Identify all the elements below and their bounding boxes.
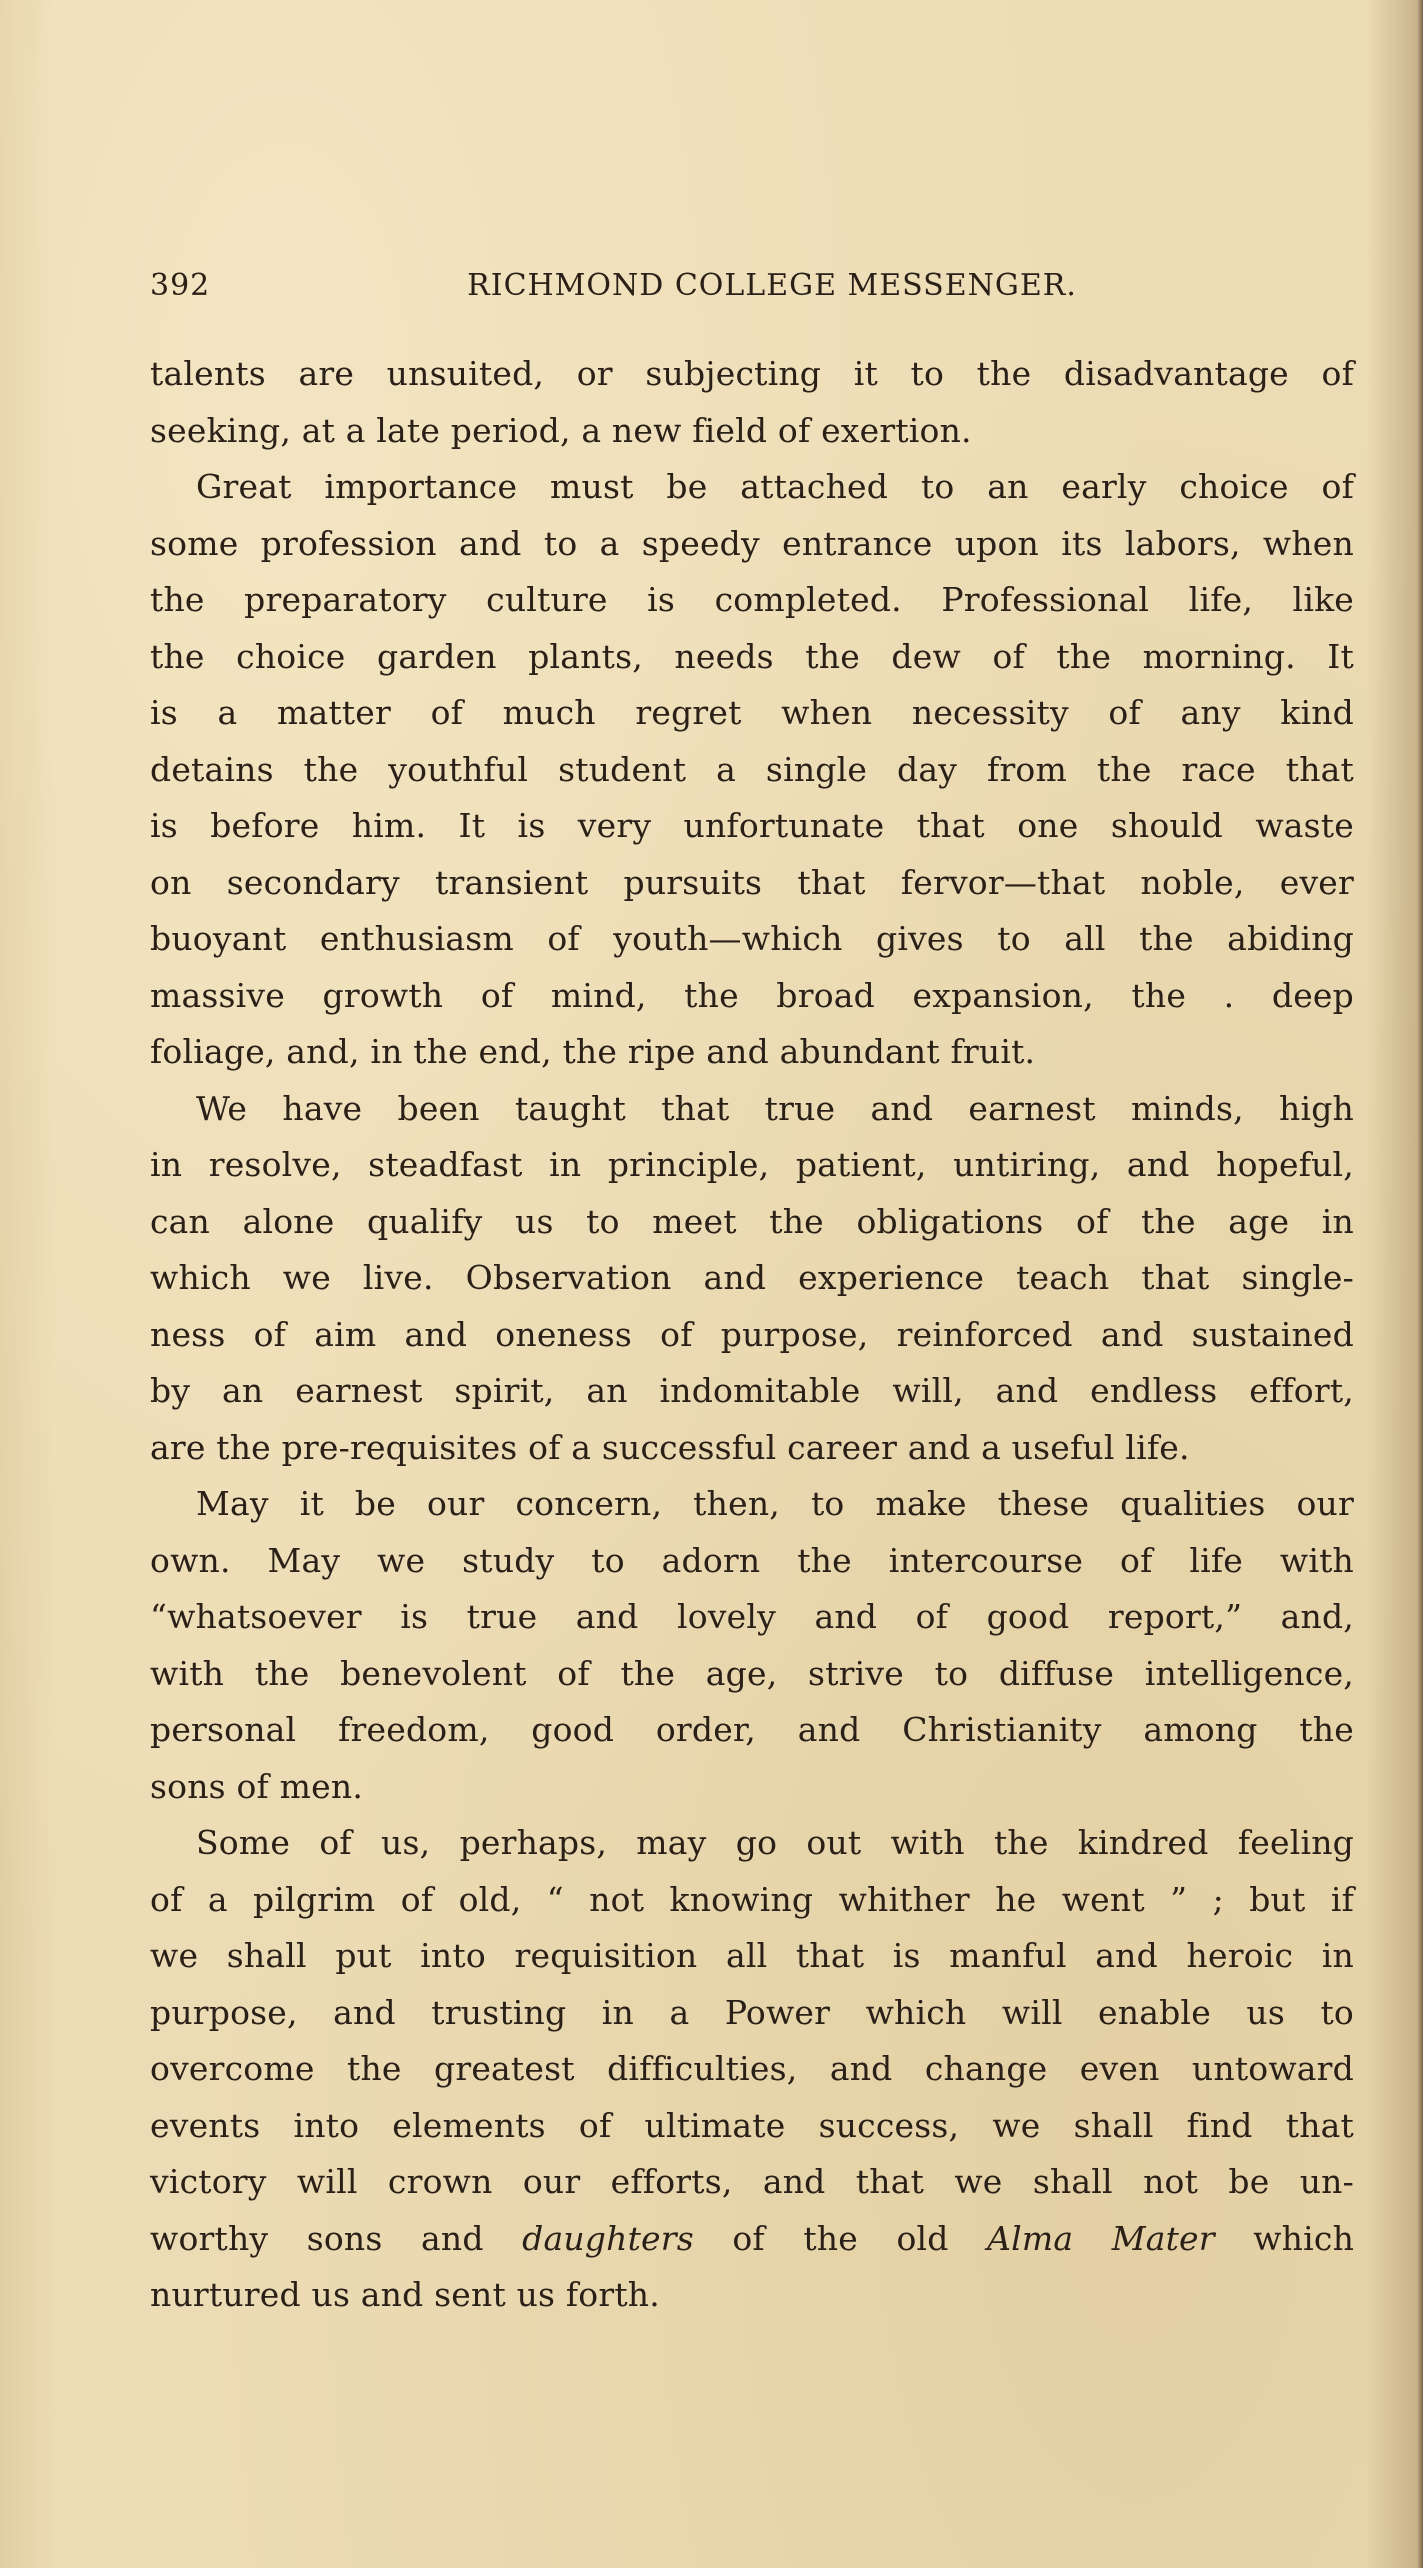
text-line: own. May we study to adorn the intercourse of life with [150,1540,1354,1580]
text-line: seeking, at a late period, a new field of exertion. [150,410,972,450]
text-segment: worthy sons and [150,2218,523,2258]
text-line: foliage, and, in the end, the ripe and abundant fruit. [150,1032,1036,1071]
text-line: which we live. Observation and experience teach that single- [150,1258,1354,1297]
paragraph [150,459,1354,1081]
text-line: can alone qualify us to meet the obligations of the age in [150,1201,1354,1241]
text-segment: of the old [693,2218,988,2258]
paragraph [150,346,1354,459]
italic-text: Alma Mater [987,2218,1215,2258]
text-line: nurtured us and sent us forth. [150,2275,660,2314]
text-line: in resolve, steadfast in principle, patient, untiring, and hopeful, [150,1145,1354,1184]
page-edge-shadow [1417,0,1423,2568]
running-title: RICHMOND COLLEGE MESSENGER. [467,268,1077,303]
text-line: We have been taught that true and earnest minds, high [196,1088,1354,1128]
page-number: 392 [150,268,211,303]
text-line: talents are unsuited, or subjecting it to the disadvantage of [150,354,1354,393]
text-line: the choice garden plants, needs the dew of the morning. It [150,636,1354,676]
text-line: massive growth of mind, the broad expansion, the . deep [150,975,1354,1015]
body-text [150,346,1354,2324]
paragraph [150,1815,1354,2324]
text-line: overcome the greatest difficulties, and change even untoward [150,2049,1354,2088]
text-line: May it be our concern, then, to make these qualities our [196,1484,1354,1523]
text-line: personal freedom, good order, and Christianity among the [150,1710,1354,1749]
text-line: detains the youthful student a single day from the race that [150,749,1354,789]
paragraph [150,1081,1354,1477]
text-line: Great importance must be attached to an early choice of [196,467,1354,506]
text-line: Some of us, perhaps, may go out with the kindred feeling [196,1823,1354,1862]
text-segment: which [1214,2218,1355,2258]
text-line: is a matter of much regret when necessity of any kind [150,693,1354,732]
text-line: sons of men. [150,1766,364,1806]
text-line: by an earnest spirit, an indomitable will, and endless effort, [150,1371,1354,1410]
book-page [150,268,1354,2324]
text-line: the preparatory culture is completed. Professional life, like [150,580,1354,619]
text-line: events into elements of ultimate success, we shall find that [150,2105,1354,2145]
text-line: victory will crown our efforts, and that we shall not be un- [150,2162,1354,2201]
text-line: buoyant enthusiasm of youth—which gives to all the abiding [150,919,1354,958]
text-line: with the benevolent of the age, strive to diffuse intelligence, [150,1653,1354,1693]
text-line: are the pre-requisites of a successful career and a useful life. [150,1427,1190,1467]
text-line: “whatsoever is true and lovely and of good report,” and, [150,1597,1354,1636]
italic-text: daughters [522,2218,694,2258]
text-line: on secondary transient pursuits that fervor—that noble, ever [150,862,1354,902]
text-line: we shall put into requisition all that is manful and heroic in [150,1936,1354,1975]
text-line: purpose, and trusting in a Power which will enable us to [150,1992,1354,2032]
paragraph [150,1476,1354,1815]
text-line: is before him. It is very unfortunate that one should waste [150,806,1354,845]
page-header [150,268,1354,316]
text-line: of a pilgrim of old, “ not knowing whither he went ” ; but if [150,1879,1354,1919]
text-line: ness of aim and oneness of purpose, reinforced and sustained [150,1314,1354,1354]
text-line [150,2211,1354,2268]
text-line: some profession and to a speedy entrance upon its labors, when [150,523,1354,563]
